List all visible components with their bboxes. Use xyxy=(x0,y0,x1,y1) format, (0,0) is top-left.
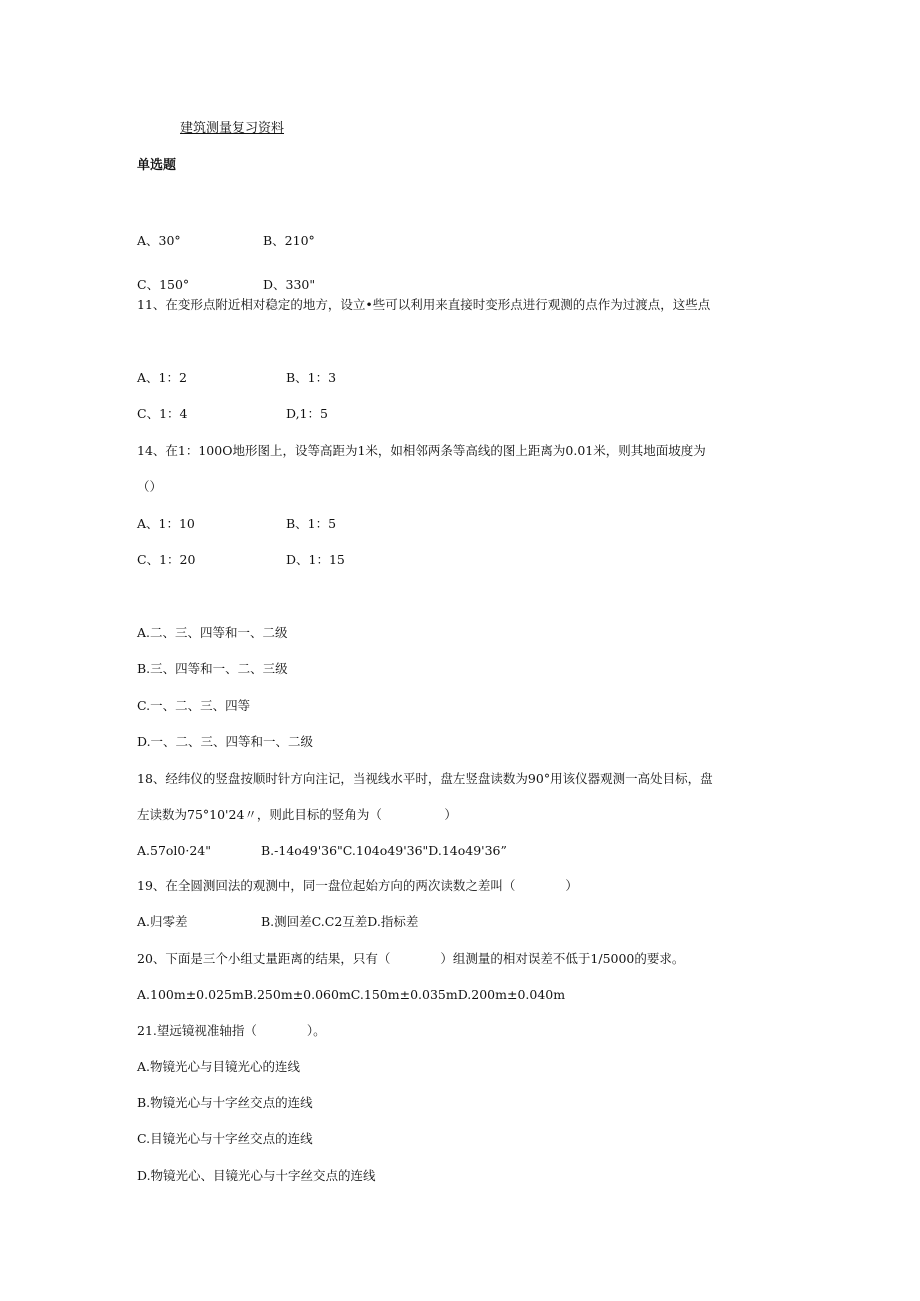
q19-option-a: A.归零差 xyxy=(137,914,188,929)
section-heading: 单选题 xyxy=(137,158,177,173)
q21-option-c: C.目镜光心与十字丝交点的连线 xyxy=(137,1131,313,1146)
q17-option-a: A.二、三、四等和一、二级 xyxy=(137,625,288,640)
q10-option-a: A、30° xyxy=(137,233,181,248)
q19-options-bcd: B.测回差C.C2互差D.指标差 xyxy=(261,914,419,929)
q17-option-d: D.一、二、三、四等和一、二级 xyxy=(137,734,314,749)
q17-option-b: B.三、四等和一、二、三级 xyxy=(137,661,288,676)
q14-stem: 14、在1：100O地形图上，设等高距为1米，如相邻两条等高线的图上距离为0.01米，则其地面坡度为 xyxy=(137,443,706,458)
q20-stem: 20、下面是三个小组丈量距离的结果，只有（ ）组测量的相对误差不低于1/5000的要求。 xyxy=(137,951,685,966)
q21-stem: 21.望远镜视准轴指（ ）。 xyxy=(137,1023,326,1038)
q18-option-a: A.57ol0·24" xyxy=(137,843,212,858)
q13-option-a: A、1：2 xyxy=(137,370,187,385)
page-title: 建筑测量复习资料 xyxy=(180,121,285,136)
q21-option-a: A.物镜光心与目镜光心的连线 xyxy=(137,1059,301,1074)
q17-option-c: C.一、二、三、四等 xyxy=(137,698,251,713)
q14-option-b: B、1：5 xyxy=(286,516,337,531)
q10-option-c: C、150° xyxy=(137,277,190,292)
q18-stem-line2: 左读数为75°10'24〃，则此目标的竖角为（ ） xyxy=(137,807,457,822)
q18-options-bcd: B.-14o49'36"C.104o49'36"D.14o49'36” xyxy=(261,843,507,858)
q13-option-c: C、1：4 xyxy=(137,406,188,421)
q19-stem: 19、在全圆测回法的观测中，同一盘位起始方向的两次读数之差叫（ ） xyxy=(137,878,578,893)
q14-option-d: D、1：15 xyxy=(286,552,345,567)
q14-answer-paren: （） xyxy=(137,479,163,494)
q13-option-d: D,1：5 xyxy=(286,406,328,421)
q21-option-b: B.物镜光心与十字丝交点的连线 xyxy=(137,1095,313,1110)
q14-option-c: C、1：20 xyxy=(137,552,196,567)
q13-option-b: B、1：3 xyxy=(286,370,337,385)
q20-options: A.100m±0.025mB.250m±0.060mC.150m±0.035mD.200m±0.040m xyxy=(137,987,566,1002)
q18-stem-line1: 18、经纬仪的竖盘按顺时针方向注记，当视线水平时，盘左竖盘读数为90°用该仪器观测一高处目标，盘 xyxy=(137,771,713,786)
q14-option-a: A、1：10 xyxy=(137,516,195,531)
q11-stem: 11、在变形点附近相对稳定的地方，设立•些可以利用来直接时变形点进行观测的点作为过渡点，这些点 xyxy=(137,297,711,312)
q21-option-d: D.物镜光心、目镜光心与十字丝交点的连线 xyxy=(137,1168,376,1183)
q10-option-d: D、330" xyxy=(263,277,316,292)
q10-option-b: B、210° xyxy=(263,233,315,248)
